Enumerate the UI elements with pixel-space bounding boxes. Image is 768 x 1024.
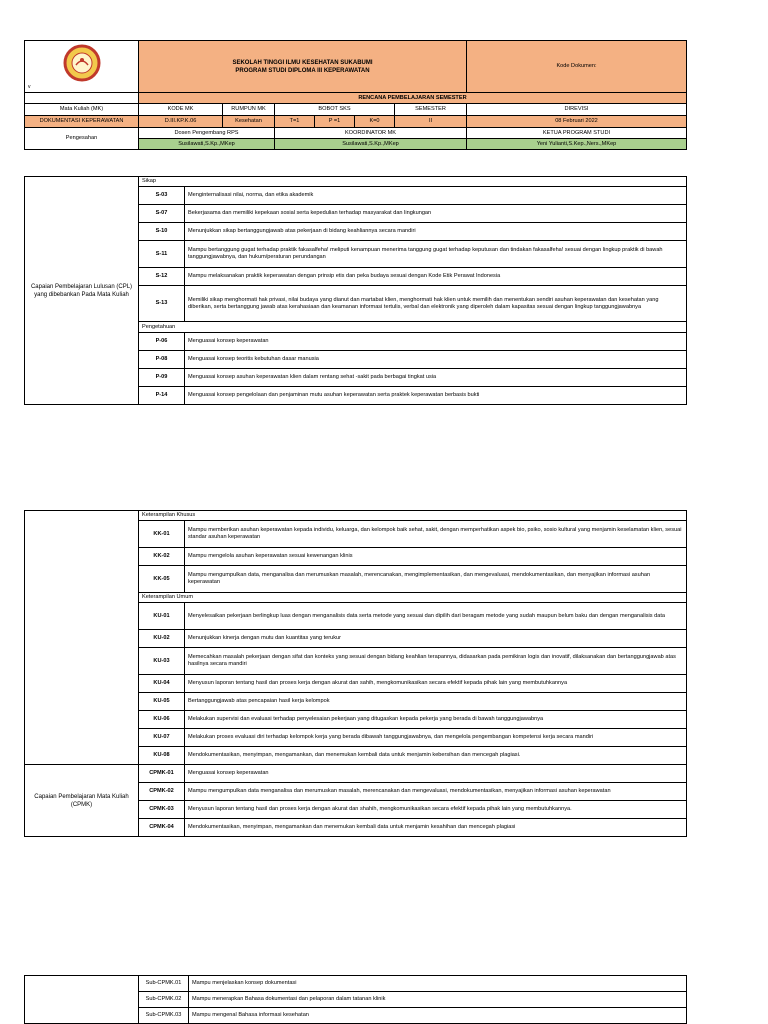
- cpmk-label: Capaian Pembelajaran Mata Kuliah (CPMK): [25, 765, 139, 837]
- pengetahuan-heading: Pengetahuan: [139, 322, 687, 333]
- subcpmk-code: Sub-CPMK.02: [139, 992, 189, 1008]
- khusus-heading: Keterampilan Khusus: [139, 511, 687, 521]
- cpl-table: [24, 176, 687, 405]
- head-name: Yeni Yulianti,S.Kep.,Ners.,MKep: [467, 139, 687, 150]
- khusus-text: Mampu memberikan asuhan keperawatan kepada individu, keluarga, dan kelompok baik sehat, sakit, dengan memperhatikan aspek bio, psiko, sosio kultural yang menjamin keselamatan klien, sesuai standar asuhan keperawatan: [185, 521, 687, 548]
- credits-theory: T=1: [275, 116, 315, 128]
- course-cluster-header: RUMPUN MK: [223, 104, 275, 116]
- doc-code-label: Kode Dokumen:: [467, 41, 687, 93]
- coordinator-name: Susilawati,S.Kp.,MKep: [275, 139, 467, 150]
- umum-code: KU-06: [139, 711, 185, 729]
- pengetahuan-text: Menguasai konsep teoritis kebutuhan dasar manusia: [185, 351, 687, 369]
- revised-date: 08 Februari 2022: [467, 116, 687, 128]
- cpmk-text: Mampu mengumpulkan data menganalisa dan merumuskan masalah, merencanakan dan mengevaluasi, mendokumentasikan, menyajikan informasi asuhan keperawatan: [185, 783, 687, 801]
- sikap-code: S-11: [139, 241, 185, 268]
- sikap-code: S-03: [139, 187, 185, 205]
- sikap-code: S-07: [139, 205, 185, 223]
- subcpmk-text: Mampu menjelaskan konsep dokumentasi: [189, 976, 687, 992]
- developer-name: Susilawati,S.Kp.,MKep: [139, 139, 275, 150]
- umum-code: KU-07: [139, 729, 185, 747]
- umum-text: Menyusun laporan tentang hasil dan proses kerja dengan akurat dan sahih, mengkomunikasikan secara efektif kepada pihak lain yang membutuhkannya: [185, 675, 687, 693]
- khusus-code: KK-05: [139, 566, 185, 593]
- credits-clinical: K=0: [355, 116, 395, 128]
- umum-code: KU-05: [139, 693, 185, 711]
- khusus-code: KK-01: [139, 521, 185, 548]
- course-cluster: Kesehatan: [223, 116, 275, 128]
- semester-value: II: [395, 116, 467, 128]
- umum-code: KU-03: [139, 648, 185, 675]
- umum-text: Melakukan proses evaluasi diri terhadap kelompok kerja yang berada dibawah tanggungjawabnya, dan mengelola pengembangan kompetensi kerja secara mandiri: [185, 729, 687, 747]
- credits-practice: P =1: [315, 116, 355, 128]
- cpmk-text: Mendokumentasikan, menyimpan, mengamankan dan menemukan kembali data untuk menjamin kesahihan dan mencegah plagiasi: [185, 819, 687, 837]
- doc-title: RENCANA PEMBELAJARAN SEMESTER: [139, 93, 687, 104]
- umum-text: Melakukan supervisi dan evaluasi terhadap penyelesaian pekerjaan yang ditugaskan kepada pekerja yang berada di bawah tanggungjawabnya: [185, 711, 687, 729]
- pengetahuan-code: P-06: [139, 333, 185, 351]
- rps-header-table: [24, 40, 687, 150]
- pengetahuan-text: Menguasai konsep keperawatan: [185, 333, 687, 351]
- pengetahuan-code: P-14: [139, 387, 185, 405]
- logo-letter: v: [28, 84, 31, 90]
- pengetahuan-code: P-09: [139, 369, 185, 387]
- umum-text: Memecahkan masalah pekerjaan dengan sifat dan konteks yang sesuai dengan bidang keahlian terapannya, didasarkan pada pemikiran logis dan inovatif, dilaksanakan dan bertanggungjawab atas hasilnya secara mandiri: [185, 648, 687, 675]
- coordinator-label: KOORDINATOR MK: [275, 128, 467, 139]
- sikap-text: Mampu melaksanakan praktik keperawatan dengan prinsip etis dan peka budaya sesuai dengan Kode Etik Perawat Indonesia: [185, 268, 687, 286]
- institution-cell: [139, 41, 467, 93]
- umum-text: Menyelesaikan pekerjaan berlingkup luas dengan menganalisis data serta metode yang sesuai dan dipilih dari beragam metode yang sudah maupun belum baku dan dengan menganalisis data: [185, 603, 687, 630]
- umum-code: KU-01: [139, 603, 185, 630]
- developer-label: Dosen Pengembang RPS: [139, 128, 275, 139]
- cpmk-code: CPMK-01: [139, 765, 185, 783]
- sub-cpmk-table: [24, 975, 687, 1024]
- program-name: PROGRAM STUDI DIPLOMA III KEPERAWATAN: [235, 67, 370, 74]
- sikap-heading: Sikap: [139, 177, 687, 187]
- subcpmk-text: Mampu mengenal Bahasa informasi kesehatan: [189, 1008, 687, 1024]
- skills-table: [24, 510, 687, 837]
- pengetahuan-code: P-08: [139, 351, 185, 369]
- subcpmk-code: Sub-CPMK.01: [139, 976, 189, 992]
- cpl-label: Capaian Pembelajaran Lulusan (CPL) yang dibebankan Pada Mata Kuliah: [25, 177, 139, 405]
- khusus-text: Mampu mengelola asuhan keperawatan sesuai kewenangan klinis: [185, 548, 687, 566]
- head-label: KETUA PROGRAM STUDI: [467, 128, 687, 139]
- umum-code: KU-04: [139, 675, 185, 693]
- sikap-code: S-10: [139, 223, 185, 241]
- subcpmk-text: Mampu menerapkan Bahasa dokumentasi dan pelaporan dalam tatanan klinik: [189, 992, 687, 1008]
- semester-header: SEMESTER: [395, 104, 467, 116]
- approval-label: Pengesahan: [25, 128, 139, 150]
- cpmk-text: Menguasai konsep keperawatan: [185, 765, 687, 783]
- credits-header: BOBOT SKS: [275, 104, 395, 116]
- sikap-text: Memiliki sikap menghormati hak privasi, nilai budaya yang dianut dan martabat klien, menghormati hak klien untuk memilih dan menentukan sendiri asuhan keperawatan dan kesehatan yang diberikan, serta bertanggung jawab atas kerahasiaan dan keamanan informasi tertulis, verbal dan elektronik yang diperoleh dalam kapasitas sesuai dengan lingkup tanggungjawabnya: [185, 286, 687, 322]
- institution-name: SEKOLAH TINGGI ILMU KESEHATAN SUKABUMI: [232, 59, 373, 66]
- pengetahuan-text: Menguasai konsep asuhan keperawatan klien dalam rentang sehat -sakit pada berbagai tingkat usia: [185, 369, 687, 387]
- sikap-text: Menunjukkan sikap bertanggungjawab atas pekerjaan di bidang keahliannya secara mandiri: [185, 223, 687, 241]
- sikap-text: Bekerjasama dan memiliki kepekaan sosial serta kepedulian terhadap masyarakat dan lingkungan: [185, 205, 687, 223]
- cpmk-text: Menyusun laporan tentang hasil dan proses kerja dengan akurat dan shahih, mengkomunikasikan secara efektif kepada pihak lain yang membutuhkannya.: [185, 801, 687, 819]
- cpmk-code: CPMK-04: [139, 819, 185, 837]
- revised-header: DIREVISI: [467, 104, 687, 116]
- umum-heading: Keterampilan Umum: [139, 593, 687, 603]
- course-name: DOKUMENTASI KEPERAWATAN: [25, 116, 139, 128]
- pengetahuan-text: Menguasai konsep pengelolaan dan penjaminan mutu asuhan keperawatan serta praktek keperawatan berbasis bukti: [185, 387, 687, 405]
- khusus-code: KK-02: [139, 548, 185, 566]
- logo-cell: [25, 41, 139, 93]
- course-code-header: KODE MK: [139, 104, 223, 116]
- institution-logo: [62, 43, 102, 83]
- subcpmk-code: Sub-CPMK.03: [139, 1008, 189, 1024]
- umum-text: Bertanggungjawab atas pencapaian hasil kerja kelompok: [185, 693, 687, 711]
- khusus-text: Mampu mengumpulkan data, menganalisa dan merumuskan masalah, merencanakan, mengimplementasikan, dan mengevaluasi, mendokumentasikan, dan menyajikan informasi asuhan keperawatan: [185, 566, 687, 593]
- cpmk-code: CPMK-03: [139, 801, 185, 819]
- umum-text: Mendokumentasikan, menyimpan, mengamankan, dan menemukan kembali data untuk menjamin kebersihan dan mencegah plagiasi.: [185, 747, 687, 765]
- umum-code: KU-02: [139, 630, 185, 648]
- sikap-text: Mampu bertanggung gugat terhadap praktik fakasalfeha! meliputi kenampuan menerima tanggung gugat terhadap keputusan dan tindakan fakasalfeha! sesuai dengan lingkup praktik di bawah tanggungjawabnya, dan hukum/peraturan perundangan: [185, 241, 687, 268]
- sikap-code: S-13: [139, 286, 185, 322]
- course-code: D.III.KP.K.06: [139, 116, 223, 128]
- cpmk-code: CPMK-02: [139, 783, 185, 801]
- umum-code: KU-08: [139, 747, 185, 765]
- sikap-code: S-12: [139, 268, 185, 286]
- umum-text: Menunjukkan kinerja dengan mutu dan kuantitas yang terukur: [185, 630, 687, 648]
- course-name-header: Mata Kuliah (MK): [25, 104, 139, 116]
- sikap-text: Menginternalisasi nilai, norma, dan etika akademik: [185, 187, 687, 205]
